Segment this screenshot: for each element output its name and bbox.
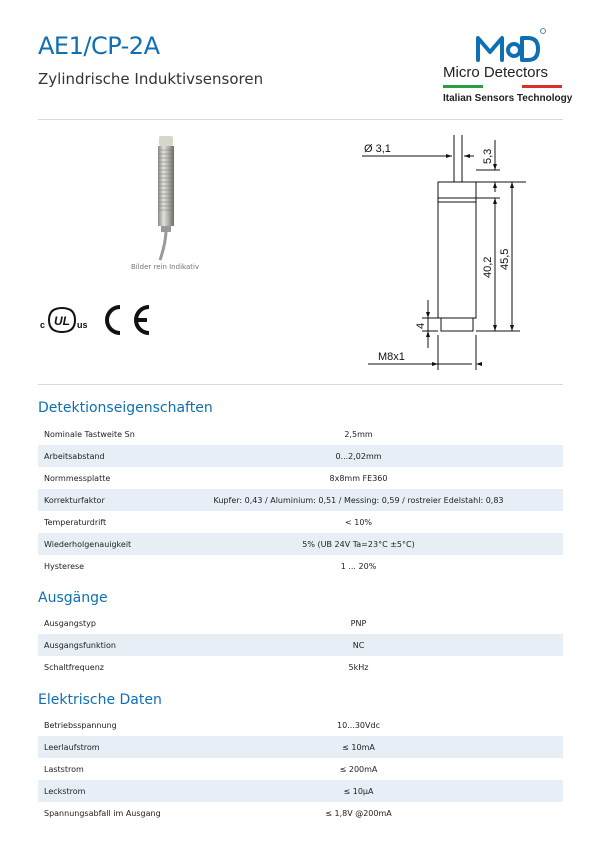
drawing-divider: [38, 384, 563, 385]
table-row: [38, 533, 563, 555]
spec-value: 2,5mm: [344, 429, 373, 439]
spec-key: Laststrom: [44, 764, 84, 774]
dim-top-label: 5,3: [482, 148, 494, 164]
spec-key: Leerlaufstrom: [38, 736, 188, 758]
outputs-table: [38, 612, 563, 678]
spec-value: 1 ... 20%: [340, 561, 377, 571]
table-row: [38, 489, 563, 511]
section-title-detection: Detektionseigenschaften: [38, 400, 213, 416]
table-row: [38, 467, 563, 489]
spec-key: Wiederholgenauigkeit: [38, 533, 188, 555]
spec-value: ≤ 200mA: [339, 764, 378, 774]
table-row: [38, 423, 563, 445]
spec-value: 10...30Vdc: [337, 720, 380, 730]
table-row: [38, 714, 563, 736]
spec-key: Ausgangstyp: [44, 618, 96, 628]
table-row: [38, 511, 563, 533]
spec-key: Spannungsabfall im Ausgang: [44, 808, 161, 818]
table-row: [38, 758, 563, 780]
photo-caption: Bilder rein Indikativ: [130, 263, 200, 271]
section-title-outputs: Ausgänge: [38, 590, 108, 606]
spec-key: Ausgangsfunktion: [38, 634, 188, 656]
table-row: [38, 656, 563, 678]
spec-value: NC: [188, 634, 563, 656]
product-title: AE1/CP-2A: [38, 32, 160, 60]
table-row: [38, 445, 563, 467]
ce-mark-icon: [107, 307, 149, 333]
spec-value: ≤ 10µA: [188, 780, 563, 802]
spec-key: Schaltfrequenz: [44, 662, 104, 672]
spec-key: Nominale Tastweite Sn: [44, 429, 135, 439]
svg-text:us: us: [77, 320, 88, 330]
dimension-drawing: [350, 130, 565, 375]
table-row: [38, 780, 563, 802]
header-divider: [38, 119, 563, 120]
electrical-table: [38, 714, 563, 824]
ul-listed-icon: [40, 308, 88, 332]
dim-body-label: 40,2: [482, 256, 494, 278]
spec-value: 8x8mm FE360: [329, 473, 388, 483]
svg-text:UL: UL: [54, 314, 70, 328]
spec-value: < 10%: [344, 517, 373, 527]
spec-key: Korrekturfaktor: [38, 489, 188, 511]
spec-value: 5% (UB 24V Ta=23°C ±5°C): [188, 533, 563, 555]
table-row: [38, 736, 563, 758]
spec-key: Hysterese: [44, 561, 85, 571]
spec-value: Kupfer: 0,43 / Aluminium: 0,51 / Messing: 0,59 / rostreier Edelstahl: 0,83: [188, 489, 563, 511]
thread-label: M8x1: [378, 351, 405, 363]
logo-name: Micro Detectors: [443, 64, 549, 81]
spec-value: ≤ 1,8V @200mA: [325, 808, 392, 818]
spec-value: 0...2,02mm: [188, 445, 563, 467]
spec-value: 5kHz: [348, 662, 369, 672]
spec-value: ≤ 10mA: [188, 736, 563, 758]
dim-total-label: 45,5: [499, 248, 511, 270]
diameter-label: Ø 3,1: [364, 143, 391, 155]
table-row: [38, 802, 563, 824]
table-row: [38, 634, 563, 656]
dim-thread-label: 4: [415, 322, 427, 329]
spec-key: Normmessplatte: [44, 473, 111, 483]
table-row: [38, 555, 563, 577]
spec-key: Betriebsspannung: [44, 720, 117, 730]
sensor-photo: [152, 134, 182, 262]
certification-marks: [40, 298, 160, 342]
detection-table: [38, 423, 563, 577]
svg-text:c: c: [40, 320, 46, 330]
spec-key: Temperaturdrift: [44, 517, 107, 527]
logo-tagline: Italian Sensors Technology: [443, 93, 573, 104]
logo-flag-bars: [443, 85, 562, 88]
section-title-electrical: Elektrische Daten: [38, 692, 162, 708]
spec-key: Leckstrom: [38, 780, 188, 802]
table-row: [38, 612, 563, 634]
spec-value: PNP: [350, 618, 367, 628]
spec-key: Arbeitsabstand: [38, 445, 188, 467]
product-subtitle: Zylindrische Induktivsensoren: [38, 70, 264, 88]
